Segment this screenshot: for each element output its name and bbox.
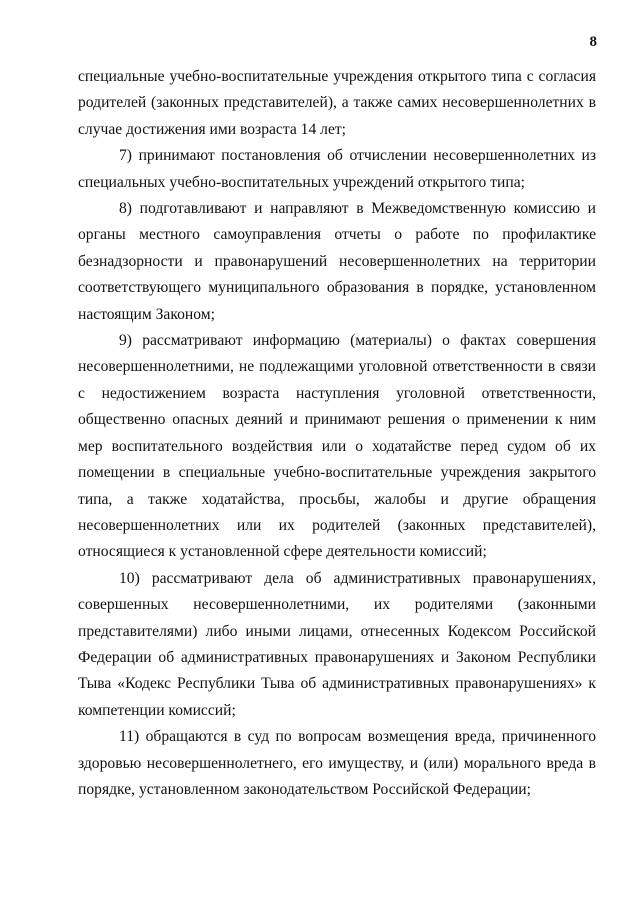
paragraph-item-11: 11) обращаются в суд по вопросам возмещения вреда, причиненного здоровью несовершеннолетнего, его имуществу, и (или) морального вреда в порядке, установленном законодательством Российской Федерации; (78, 728, 596, 798)
paragraph-item-7: 7) принимают постановления об отчислении несовершеннолетних из специальных учебно-воспитательных учреждений открытого типа; (78, 147, 596, 191)
paragraph-item-10: 10) рассматривают дела об административных правонарушениях, совершенных несовершеннолетними, их родителями (законными представителями) либо иными лицами, отнесенных Кодексом Российской Федерации об административных правонарушениях и Законом Республики Тыва «Кодекс Республики Тыва об административных правонарушениях» к компетенции комиссий; (78, 569, 596, 719)
document-body (78, 64, 596, 803)
page-number: 8 (589, 34, 597, 50)
paragraph-continuation: специальные учебно-воспитательные учреждения открытого типа с согласия родителей (законных представителей), а также самих несовершеннолетних в случае достижения ими возраста 14 лет; (78, 68, 596, 138)
paragraph-item-9: 9) рассматривают информацию (материалы) о фактах совершения несовершеннолетними, не подлежащими уголовной ответственности в связи с недостижением возраста наступления уголовной ответственности, общественно опасных деяний и принимают решения о применении к ним мер воспитательного воздействия или о ходатайстве перед судом об их помещении в специальные учебно-воспитательные учреждения закрытого типа, а также ходатайства, просьбы, жалобы и другие обращения несовершеннолетних или их родителей (законных представителей), относящиеся к установленной сфере деятельности комиссий; (78, 332, 596, 561)
paragraph-item-8: 8) подготавливают и направляют в Межведомственную комиссию и органы местного самоуправления отчеты о работе по профилактике безнадзорности и правонарушений несовершеннолетних на территории соответствующего муниципального образования в порядке, установленном настоящим Законом; (78, 200, 596, 323)
